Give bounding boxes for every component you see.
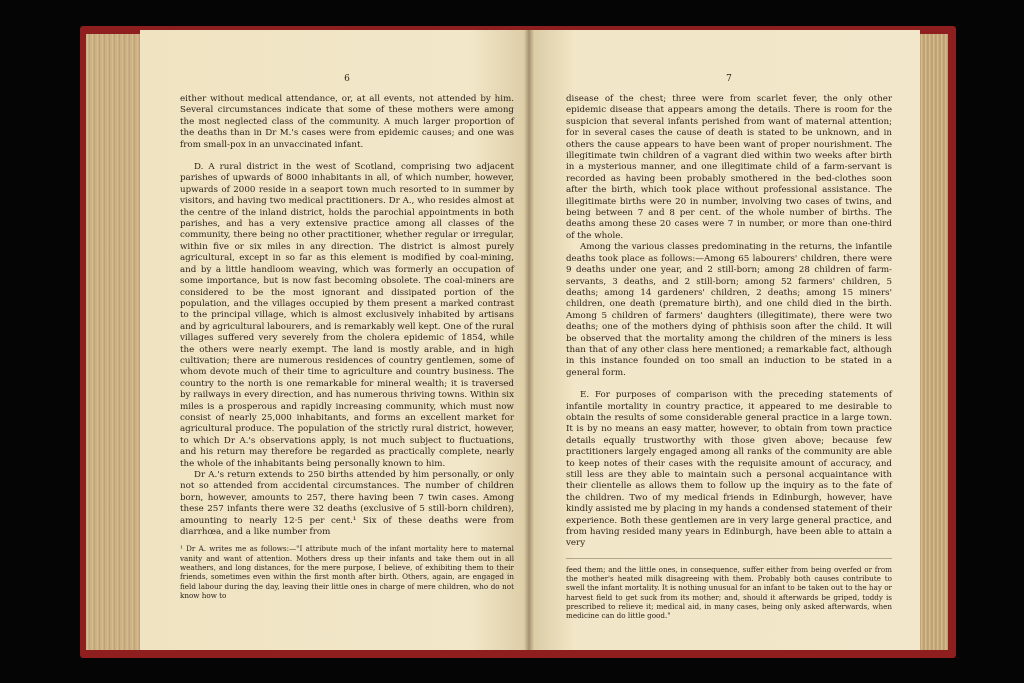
footnote: ¹ Dr A. writes me as follows:—"I attribute much of the infant mortality here to maternal vanity and want of attention. Mothers dress up their infants and take them out in all weathers, and long distances, for the mere purpose, I believe, of exhibiting them to their friends, sometimes even within the first month after birth. Others, again, are engaged in field labour during the day, leaving their little ones in charge of mere children, who do not know how to xyxy=(180,544,514,600)
paragraph: either without medical attendance, or, at all events, not attended by him. Several circumstances indicate that some of these mothers were among the most neglected class of the community. A much larger proportion of the deaths than in Dr M.'s cases were from epidemic causes; and one was from small-pox in an unvaccinated infant. xyxy=(180,94,514,150)
footnote: feed them; and the little ones, in consequence, suffer either from being overfed or from the mother's heated milk disagreeing with them. Probably both causes contribute to swell the infant mortality. It is nothing unusual for an infant to be taken out to the hay or harvest field to get suck from its mother; and, should it afterwards be griped, toddy is prescribed to relieve it; medical aid, in many cases, being only asked afterwards, when medicine can do little good." xyxy=(566,558,892,621)
book-gutter xyxy=(524,30,534,650)
left-page xyxy=(140,30,528,650)
page-edges-right xyxy=(918,34,948,650)
page-number: 7 xyxy=(726,74,732,84)
paragraph: Dr A.'s return extends to 250 births attended by him personally, or only not so attended from accidental circumstances. The number of children born, however, amounts to 257, there having been 7 twin cases. Among these 257 infants there were 32 deaths (exclusive of 5 still-born children), amounting to nearly 12·5 per cent.¹ Six of these deaths were from diarrhœa, and a like number from xyxy=(180,470,514,538)
paragraph: E. For purposes of comparison with the preceding statements of infantile mortality in country practice, it appeared to me desirable to obtain the results of some considerable general practice in a large town. It is by no means an easy matter, however, to obtain from town practice details equally trustworthy with those given above; because few practitioners largely engaged among all ranks of the community are able to keep notes of their cases with the requisite amount of accuracy, and still less are they able to maintain such a personal acquaintance with their clientelle as allows them to follow up the inquiry as to the fate of the children. Two of my medical friends in Edinburgh, however, have kindly assisted me by placing in my hands a condensed statement of their experience. Both these gentlemen are in very large general practice, and from having resided many years in Edinburgh, have been able to attain a very xyxy=(566,390,892,549)
page-edges-left xyxy=(86,34,142,650)
paragraph: disease of the chest; three were from scarlet fever, the only other epidemic disease that appears among the details. There is room for the suspicion that several infants perished from want of maternal attention; for in several cases the cause of death is stated to be unknown, and in others the cause appears to have been want of proper nourishment. The illegitimate twin children of a vagrant died within two weeks after birth in a mysterious manner, and one illegitimate child of a farm-servant is recorded as having been probably smothered in the bed-clothes soon after the birth, which took place without professional assistance. The illegitimate births were 20 in number, involving two cases of twins, and being between 7 and 8 per cent. of the whole number of births. The deaths among these 20 cases were 7 in number, or more than one-third of the whole. xyxy=(566,94,892,241)
paragraph: Among the various classes predominating in the returns, the infantile deaths took place as follows:—Among 65 labourers' children, there were 9 deaths under one year, and 2 still-born; among 28 children of farm-servants, 3 deaths, and 2 still-born; among 52 farmers' children, 5 deaths; among 14 gardeners' children, 2 deaths; among 15 miners' children, one death (premature birth), and one child died in the birth. Among 5 children of farmers' daughters (illegitimate), there were two deaths; one of the mothers dying of phthisis soon after the child. It will be observed that the mortality among the children of the miners is less than that of any other class here mentioned; a remarkable fact, although in this instance founded on too small an induction to be stated in a general form. xyxy=(566,242,892,378)
right-page xyxy=(528,30,920,650)
paragraph: D. A rural district in the west of Scotland, comprising two adjacent parishes of upwards of 8000 inhabitants in all, of which number, however, upwards of 2000 reside in a seaport town much resorted to in summer by visitors, and having two medical practitioners. Dr A., who resides almost at the centre of the inland district, holds the parochial appointments in both parishes, and has a very extensive practice among all classes of the community, there being no other practitioner, whether regular or irregular, within five or six miles in any direction. The district is almost purely agricultural, except in so far as this element is modified by coal-mining, and by a little handloom weaving, which was formerly an occupation of some importance, but is now fast becoming obsolete. The coal-miners are considered to be the most ignorant and dissipated portion of the population, and the villages occupied by them present a marked contrast to the principal village, which is almost exclusively inhabited by artisans and by agricultural labourers, and is remarkably well kept. One of the rural villages suffered very severely from the cholera epidemic of 1854, while the others were nearly exempt. The land is mostly arable, and in high cultivation; there are numerous residences of country gentlemen, some of whom devote much of their time to agriculture and country business. The country to the north is one remarkable for mineral wealth; it is traversed by railways in every direction, and has numerous thriving towns. Within six miles is a prosperous and rapidly increasing community, which must now consist of nearly 25,000 inhabitants, and forms an excellent market for agricultural produce. The population of the strictly rural district, however, to which Dr A.'s observations apply, is not much subject to fluctuations, and his return may therefore be regarded as practically complete, nearly the whole of the inhabitants being personally known to him. xyxy=(180,162,514,469)
page-number: 6 xyxy=(344,74,350,84)
